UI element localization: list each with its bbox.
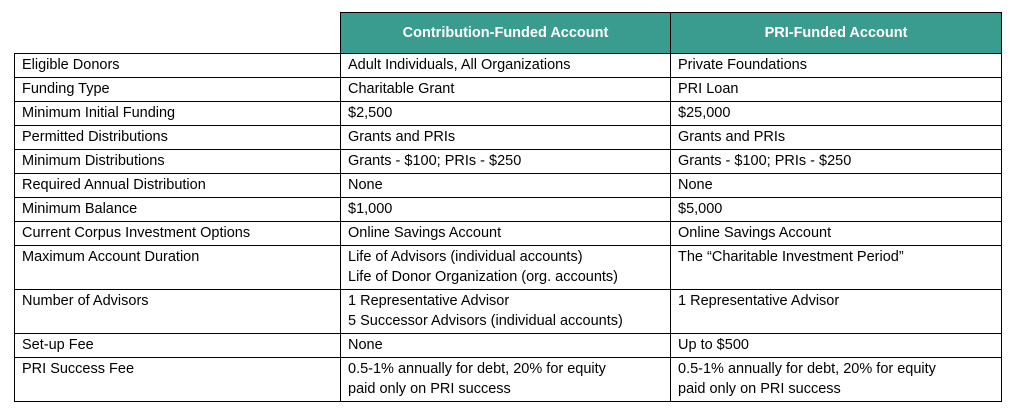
cell-line: Charitable Grant: [348, 81, 455, 97]
cell-line: Adult Individuals, All Organizations: [348, 57, 571, 73]
cell-line: Grants - $100; PRIs - $250: [678, 153, 852, 169]
cell-line: $25,000: [678, 105, 731, 121]
contribution-funded-cell: [341, 150, 671, 174]
cell-line: 1 Representative Advisor: [678, 293, 840, 309]
table-row: [15, 198, 1002, 222]
cell-line: $2,500: [348, 105, 393, 121]
contribution-funded-cell: [341, 290, 671, 334]
cell-line: Up to $500: [678, 337, 749, 353]
row-label: Minimum Distributions: [15, 150, 341, 174]
cell-line: None: [678, 177, 713, 193]
cell-line: paid only on PRI success: [348, 381, 511, 397]
table-row: [15, 222, 1002, 246]
cell-line: Grants and PRIs: [678, 129, 786, 145]
cell-line: Grants - $100; PRIs - $250: [348, 153, 522, 169]
pri-funded-cell: [671, 54, 1002, 78]
pri-funded-cell: [671, 334, 1002, 358]
cell-line: None: [348, 177, 383, 193]
cell-line: 0.5-1% annually for debt, 20% for equity: [348, 361, 606, 377]
contribution-funded-cell: [341, 54, 671, 78]
contribution-funded-cell: [341, 334, 671, 358]
contribution-funded-cell: [341, 102, 671, 126]
cell-line: Life of Advisors (individual accounts): [348, 249, 583, 265]
row-label: Minimum Initial Funding: [15, 102, 341, 126]
cell-line: $1,000: [348, 201, 393, 217]
table-row: [15, 358, 1002, 402]
table-row: [15, 150, 1002, 174]
cell-line: 5 Successor Advisors (individual accounts): [348, 313, 623, 329]
row-label: Permitted Distributions: [15, 126, 341, 150]
contribution-funded-cell: [341, 198, 671, 222]
pri-funded-cell: [671, 246, 1002, 290]
pri-funded-cell: [671, 102, 1002, 126]
cell-line: paid only on PRI success: [678, 381, 841, 397]
pri-funded-cell: [671, 150, 1002, 174]
cell-line: None: [348, 337, 383, 353]
pri-funded-cell: [671, 198, 1002, 222]
row-label: PRI Success Fee: [15, 358, 341, 402]
row-label: Set-up Fee: [15, 334, 341, 358]
row-label: Funding Type: [15, 78, 341, 102]
pri-funded-cell: [671, 358, 1002, 402]
pri-funded-cell: [671, 78, 1002, 102]
table-row: [15, 290, 1002, 334]
header-pri-funded: PRI-Funded Account: [671, 13, 1002, 54]
row-label: Number of Advisors: [15, 290, 341, 334]
cell-line: Online Savings Account: [348, 225, 502, 241]
table-row: [15, 126, 1002, 150]
cell-line: Private Foundations: [678, 57, 807, 73]
comparison-table: [14, 12, 1002, 402]
contribution-funded-cell: [341, 174, 671, 198]
contribution-funded-cell: [341, 126, 671, 150]
contribution-funded-cell: [341, 246, 671, 290]
pri-funded-cell: [671, 126, 1002, 150]
contribution-funded-cell: [341, 358, 671, 402]
row-label: Required Annual Distribution: [15, 174, 341, 198]
table-row: [15, 54, 1002, 78]
table-row: [15, 334, 1002, 358]
cell-line: The “Charitable Investment Period”: [678, 249, 904, 265]
cell-line: 0.5-1% annually for debt, 20% for equity: [678, 361, 936, 377]
cell-line: PRI Loan: [678, 81, 739, 97]
table-row: [15, 102, 1002, 126]
cell-line: Online Savings Account: [678, 225, 832, 241]
row-label: Eligible Donors: [15, 54, 341, 78]
cell-line: Life of Donor Organization (org. accounts): [348, 269, 618, 285]
pri-funded-cell: [671, 174, 1002, 198]
header-blank-cell: [15, 13, 341, 54]
table-row: [15, 78, 1002, 102]
row-label: Minimum Balance: [15, 198, 341, 222]
table-row: [15, 174, 1002, 198]
table-row: [15, 246, 1002, 290]
header-row: [15, 13, 1002, 54]
row-label: Maximum Account Duration: [15, 246, 341, 290]
pri-funded-cell: [671, 290, 1002, 334]
contribution-funded-cell: [341, 222, 671, 246]
cell-line: Grants and PRIs: [348, 129, 456, 145]
row-label: Current Corpus Investment Options: [15, 222, 341, 246]
contribution-funded-cell: [341, 78, 671, 102]
cell-line: 1 Representative Advisor: [348, 293, 510, 309]
header-contribution-funded: Contribution-Funded Account: [341, 13, 671, 54]
pri-funded-cell: [671, 222, 1002, 246]
cell-line: $5,000: [678, 201, 723, 217]
